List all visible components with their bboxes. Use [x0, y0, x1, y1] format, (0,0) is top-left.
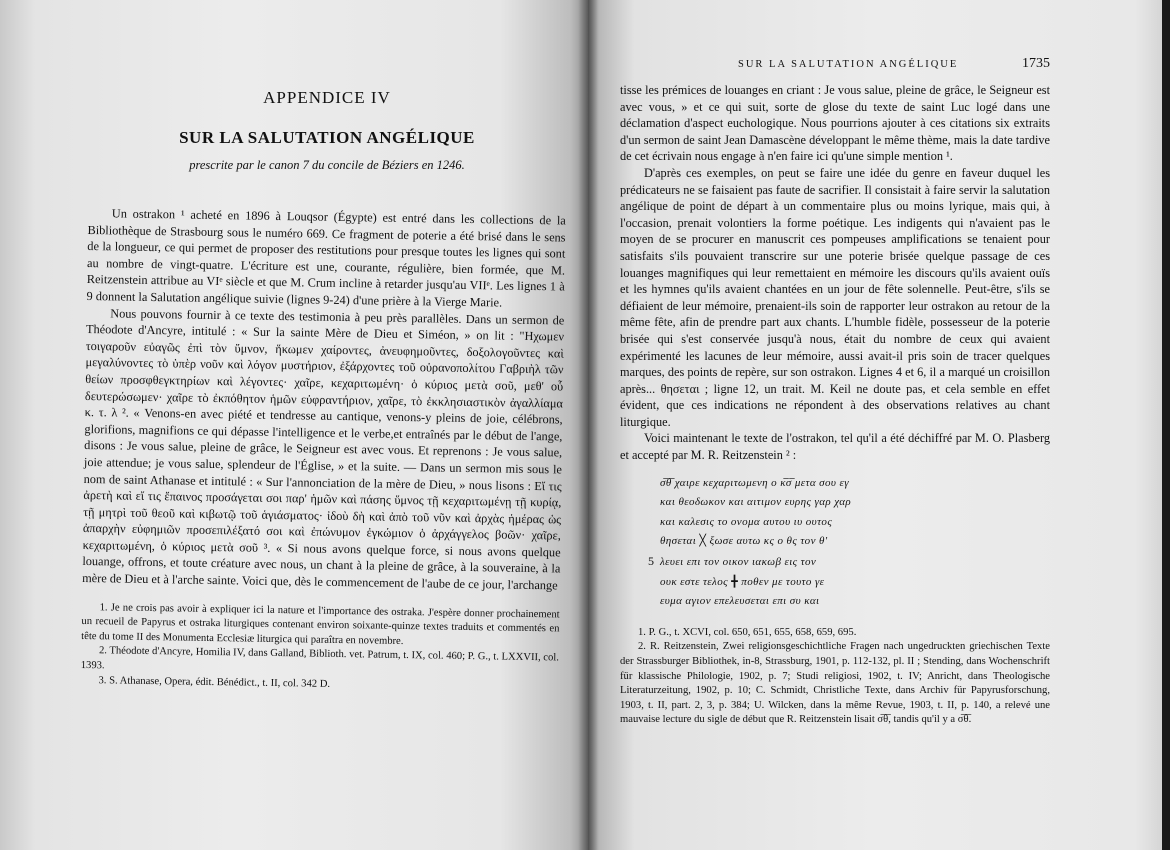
- chapter-subtitle: prescrite par le canon 7 du concile de Béziers en 1246.: [189, 158, 465, 172]
- paragraph: Un ostrakon ¹ acheté en 1896 à Louqsor (Égypte) est entré dans les collections de la Bibliothèque de Strasbourg sous le numéro 669. Ce fragment de poterie a été brisé dans le sens de la longueur, ce qui permet de proposer des restitutions pour presque toutes les lignes qui sont au nombre de vingt-quatre. L'écriture est une, courante, régulière, bien formée, que M. Reitzenstein attribue au VIᵉ siècle et que M. Crum incline à retarder jusqu'au VIIᵉ. Les lignes 1 à 9 donnent la Salutation angélique suivie (lignes 9-24) d'une prière à la Vierge Marie.: [86, 206, 566, 310]
- ostracon-line: [648, 552, 1050, 573]
- running-title: SUR LA SALUTATION ANGÉLIQUE: [738, 59, 959, 70]
- ostracon-line: [660, 592, 1050, 612]
- footnote: 3. S. Athanase, Opera, édit. Bénédict., t. II, col. 342 D.: [98, 674, 331, 690]
- footnote: 2. Théodote d'Ancyre, Homilia IV, dans Galland, Biblioth. vet. Patrum, t. IX, col. 460; P. G., t. LXXVII, col. 1393.: [80, 645, 560, 672]
- ostracon-line: [660, 532, 1050, 552]
- left-body-text: [80, 205, 566, 696]
- ostracon-line-text: θησεται ╳ ξωσε αυτω κς ο θς τον θ': [660, 535, 828, 548]
- footnote: 1. Je ne crois pas avoir à expliquer ici la nature et l'importance des ostraka. J'espère donner prochainement un recueil de Papyrus et ostraka liturgiques contenant environ soixante-quinze textes traduits et commentés en tête du tome II des Monumenta Ecclesiæ liturgica qui paraîtra en novembre.: [81, 601, 560, 647]
- appendix-title: APPENDICE IV: [263, 88, 391, 107]
- ostracon-line-text: ευμα αγιον επελευσεται επι συ και: [660, 595, 820, 608]
- paragraph: D'après ces exemples, on peut se faire une idée du genre en faveur duquel les prédicateurs ne se faisaient pas faute de sacrifier. Il consistait à faire servir la salutation angélique de point de départ à un commentaire plus ou moins lyrique, mais qui, à l'occasion, prenait volontiers la forme poétique. Les indigents qui n'avaient pas le moyen de se procurer en manuscrit ces pompeuses amplifications se tenaient pour satisfaits s'ils pouvaient transcrire sur une poterie brisée quelque passage de ces louanges magnifiques qui leur remettaient en mémoire les discours qu'ils avaient ouïs et les hymnes qu'ils avaient chantées en un jour de fête solennelle. Peut-être, s'ils se défiaient de leur mémoire, prenaient-ils soin de rapporter leur ostrakon au retour de la même fête, afin de prendre part aux chants. L'humble fidèle, possesseur de la poterie brisée qui s'est conservée jusqu'à nous, était du nombre de ceux qui avaient expérimenté les lacunes de leur mémoire, aussi avait-il pris soin de tracer quelques marques, des points de repère, sur son ostrakon. Lignes 4 et 6, il a marqué un croisillon après... θησεται ; ligne 12, un trait. M. Keil ne doute pas, et cela semble en effet évident, que ces indications ne répondent à des observations relatives au chant liturgique.: [620, 165, 1050, 429]
- footnote: 2. R. Reitzenstein, Zwei religionsgeschichtliche Fragen nach ungedruckten griechischen Texte der Strassburger Bibliothek, in-8, Strassburg, 1901, p. 112-132, pl. II ; Stending, dans Wochenschrift für klassische Philologie, 1902, p. 7; Studi religiosi, 1902, t. IV; Anricht, dans Theologische Literaturzeitung, 1902, p. 10; C. Schmidt, Christliche Texte, dans Archiv für Papyrusforschung, 1903, t. II, part. 2, 3, p. 384; U. Wilcken, dans la même Revue, 1903, t. II, p. 140, a relevé une mauvaise lecture du sigle de début que R. Reitzenstein lisait σ̅θ̅, tandis qu'il y a σ̅θ̅.: [620, 641, 1050, 726]
- ostracon-line-text: και θεοδωκον και αιτιμον ευρης γαρ χαρ: [660, 496, 852, 509]
- page-edge: [1162, 0, 1170, 850]
- paragraph: Nous pouvons fournir à ce texte des testimonia à peu près parallèles. Dans un sermon de Théodote d'Ancyre, intitulé : « Sur la sainte Mère de Dieu et Siméon, » on lit : "Ηχωμεν τοιγαροῦν εὐαγῶς ἐπὶ τὸν ὕμνον, ἥκωμεν χαίροντες, ἀνευφημοῦντες, δοξολογοῦντες καὶ μεγαλύνοντες τὸ ὑπὲρ νοῦν καὶ λόγον μυστήριον, ἐξάρχοντες τοῦ οὐρανοπολίτου Γαβριὴλ τῶν θείων προσφθεγκτηρίων καὶ λέγοντες· χαῖρε, κεχαριτωμένη· ὁ κύριος μετὰ σοῦ, μεθ' οὗ δευτερώσωμεν· χαῖρε τὸ ἐκπόθητον ἡμῶν εὐφραντήριον, χαῖρε, τὸ ἐκκλησιαστικὸν ἀγαλλίαμα κ. τ. λ ². « Venons-en avec piété et tendresse au cantique, venons-y pleins de joie, célébrons, glorifions, magnifions ce qui dépasse l'intelligence et le verbe,et entraînés par le début de l'ange, disons : Je vous salue, pleine de grâce, le Seigneur est avec vous. Et reprenons : Je vous salue, joie attendue; je vous salue, splendeur de l'Église, » et la suite. — Dans un sermon mis sous le nom de saint Athanase et intitulé : « Sur l'annonciation de la mère de Dieu, » nous lisons : Εἴ τις ἀρετὴ καὶ εἴ τις ἔπαινος προσάγεται σοι παρ' ἡμῶν καὶ πάσης ὕμνος τῇ κεχαριτωμένῃ τῇ κυρίᾳ, τῇ μητρὶ τοῦ θεοῦ καὶ κιβωτῷ τοῦ ἁγιάσματος· ἰδοὺ δὴ καὶ ἀπὸ τοῦ νῦν καὶ ἀρχὰς ἡμέρας ὡς ἀπαρχὴν εὐφημιῶν προσεπιλέξατό σοι καὶ ἐπώνυμον ἐγκώμιον ὁ ἀρχάγγελος βοῶν· χαῖρε, κεχαριτωμένη, ὁ κύριος μετὰ σοῦ ³. « Si nous avons quelque force, si nous avons quelque louange, offrons, et toute créature avec nous, un chant à la pleine de grâce, à la souveraine, à la mère de Dieu et à l'arche sainte. Voici que, dès le commencement de l'aube de ce jour, l'archange: [82, 305, 565, 593]
- ostracon-line: [660, 513, 1050, 533]
- ostracon-line: [660, 573, 1050, 593]
- right-page: [588, 0, 1170, 850]
- paragraph: tisse les prémices de louanges en criant : Je vous salue, pleine de grâce, le Seigneur est avec vous, » et ce qui suit, sorte de glose du texte de saint Luc logé dans une déclamation d'aspect euchologique. Nous pourrions ajouter à ces citations six extraits d'un sermon de saint Jean Damascène développant le même thème, mais la date tardive de cet écrivain nous engage à n'en faire ici qu'une simple mention ¹.: [620, 83, 1050, 164]
- left-footnotes: [80, 601, 559, 696]
- ostracon-line: [660, 493, 1050, 513]
- paragraph: Voici maintenant le texte de l'ostrakon, tel qu'il a été déchiffré par M. O. Plasberg et accepté par M. R. Reitzenstein ² :: [620, 431, 1050, 463]
- ostracon-line-text: λευει επι τον οικον ιακωβ εις τον: [660, 556, 817, 569]
- page-number: 1735: [1022, 56, 1050, 71]
- chapter-title: SUR LA SALUTATION ANGÉLIQUE: [179, 128, 475, 147]
- right-body-text: [620, 82, 1050, 728]
- ostracon-line: [660, 474, 1050, 494]
- book-gutter: [578, 0, 598, 850]
- line-number: 5: [648, 554, 655, 569]
- ostracon-line-text: σ̅θ̅ χαιρε κεχαριτωμενη ο κ̅σ̅ μετα σου εγ: [660, 476, 849, 489]
- right-footnotes: [620, 626, 1050, 728]
- ostracon-text: [648, 474, 1050, 612]
- ostracon-line-text: ουκ εστε τελος ╋ ποθεν με τουτο γε: [660, 575, 825, 588]
- footnote: 1. P. G., t. XCVI, col. 650, 651, 655, 658, 659, 695.: [638, 626, 857, 638]
- running-head: [620, 56, 1050, 72]
- ostracon-line-text: και καλεσις το ονομα αυτου ιυ ουτος: [660, 515, 833, 528]
